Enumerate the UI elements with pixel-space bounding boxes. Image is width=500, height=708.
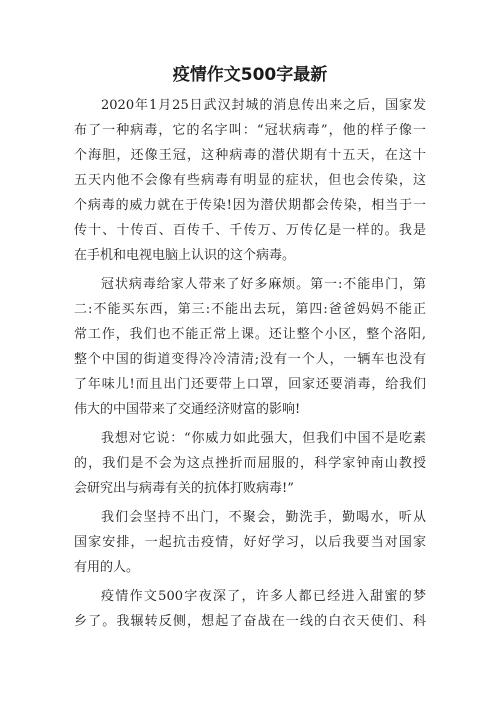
document-body xyxy=(74,93,426,638)
text-line: 我们会坚持不出门，不聚会，勤洗手，勤喝水，听从 xyxy=(101,510,426,525)
text-line: 国家安排，一起抗击疫情，好好学习，以后我要当对国家 xyxy=(74,535,426,550)
text-line: 有用的人。 xyxy=(74,560,140,575)
text-line: 个病毒的威力就在于传染!因为潜伏期都会传染，相当于一 xyxy=(74,198,426,213)
text-line: 二:不能买东西，第三:不能出去玩，第四:爸爸妈妈不能正 xyxy=(74,302,426,317)
text-line: 疫情作文500字夜深了，许多人都已经进入甜蜜的梦 xyxy=(101,589,426,604)
paragraph-4 xyxy=(74,505,426,580)
text-line: 常工作，我们也不能正常上课。还让整个小区，整个洛阳, xyxy=(74,327,426,342)
text-line: 2020年1月25日武汉封城的消息传出来之后，国家发 xyxy=(101,98,426,113)
text-line: 整个中国的街道变得冷冷清清;没有一个人，一辆车也没有 xyxy=(74,352,426,367)
text-line: 我想对它说：“你威力如此强大，但我们中国不是吃素 xyxy=(101,431,426,446)
paragraph-3 xyxy=(74,426,426,501)
text-line: 传十、十传百、百传千、千传万、万传亿是一样的。我是 xyxy=(74,223,426,238)
text-line: 布了一种病毒，它的名字叫：“冠状病毒”，他的样子像一 xyxy=(74,123,426,138)
text-line: 乡了。我辗转反侧，想起了奋战在一线的白衣天使们、科 xyxy=(74,614,426,629)
document-title: 疫情作文500字最新 xyxy=(172,65,328,85)
text-line: 个海胆，还像王冠，这种病毒的潜伏期有十五天，在这十 xyxy=(74,148,426,163)
paragraph-1 xyxy=(74,93,426,268)
text-line: 会研究出与病毒有关的抗体打败病毒!” xyxy=(74,481,294,496)
text-line: 的，我们是不会为这点挫折而屈服的，科学家钟南山教授 xyxy=(74,456,426,471)
paragraph-2 xyxy=(74,272,426,422)
text-line: 在手机和电视电脑上认识的这个病毒。 xyxy=(74,248,296,263)
text-line: 了年味儿!而且出门还要带上口罩，回家还要消毒，给我们 xyxy=(74,377,426,392)
text-line: 五天内他不会像有些病毒有明显的症状，但也会传染，这 xyxy=(74,173,426,188)
text-line: 伟大的中国带来了交通经济财富的影响! xyxy=(74,402,301,417)
paragraph-5 xyxy=(74,584,426,634)
text-line: 冠状病毒给家人带来了好多麻烦。第一:不能串门，第 xyxy=(101,277,426,292)
